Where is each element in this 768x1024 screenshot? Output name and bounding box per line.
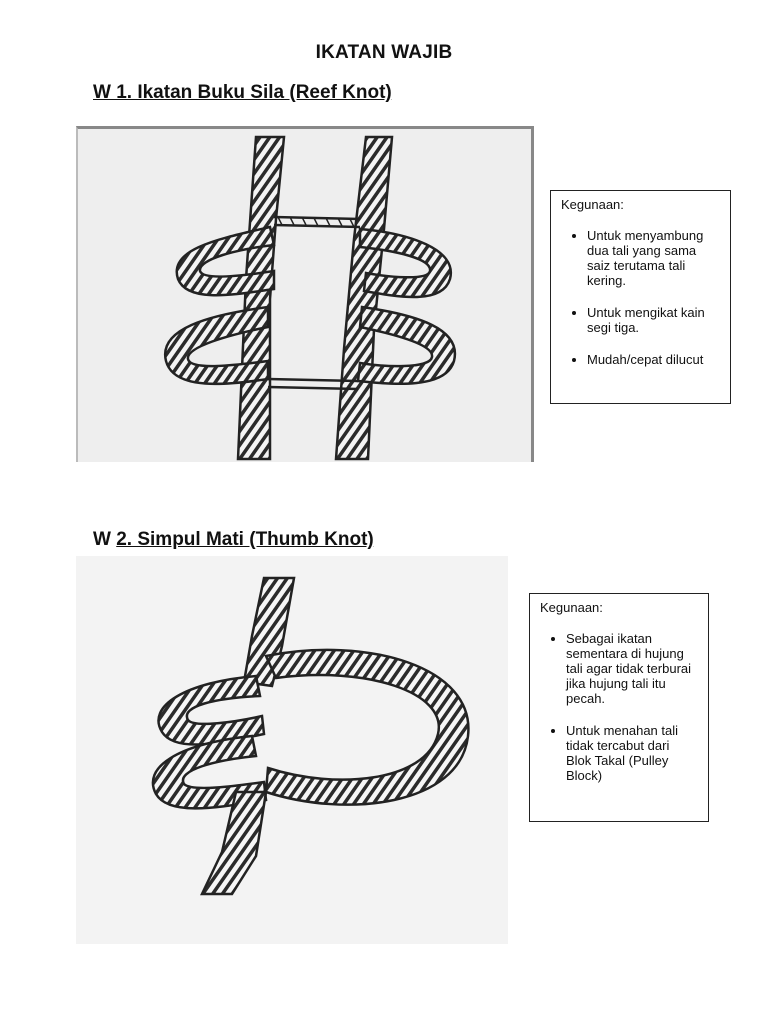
section-2-heading [93,529,374,551]
usage-item: • Mudah/cepat dilucut [587,352,720,367]
usage-item: • Untuk menahan tali tidak tercabut dari Blok Takal (Pulley Block) [566,723,698,783]
document-title: IKATAN WAJIB [315,42,453,63]
section-1-heading-text: W 1. Ikatan Buku Sila (Reef Knot) [93,82,392,103]
usage-label: Kegunaan: [561,197,624,212]
reef-knot-drawing [78,129,531,462]
usage-box-reef-knot [550,190,731,404]
usage-list [540,631,698,783]
usage-list [561,228,720,367]
section-2-heading-prefix: W [93,529,117,550]
usage-item: • Untuk mengikat kain segi tiga. [587,305,720,335]
thumb-knot-drawing [76,556,508,944]
usage-label: Kegunaan: [540,600,603,615]
section-1-heading [93,82,392,104]
usage-item: • Sebagai ikatan sementara di hujung tali agar tidak terburai jika hujung tali itu pecah. [566,631,698,706]
usage-box-thumb-knot [529,593,709,822]
reef-knot-figure [76,126,534,462]
section-2-heading-text: 2. Simpul Mati (Thumb Knot) [116,529,374,550]
thumb-knot-figure [76,556,508,944]
usage-item: • Untuk menyambung dua tali yang sama saiz terutama tali kering. [587,228,720,288]
